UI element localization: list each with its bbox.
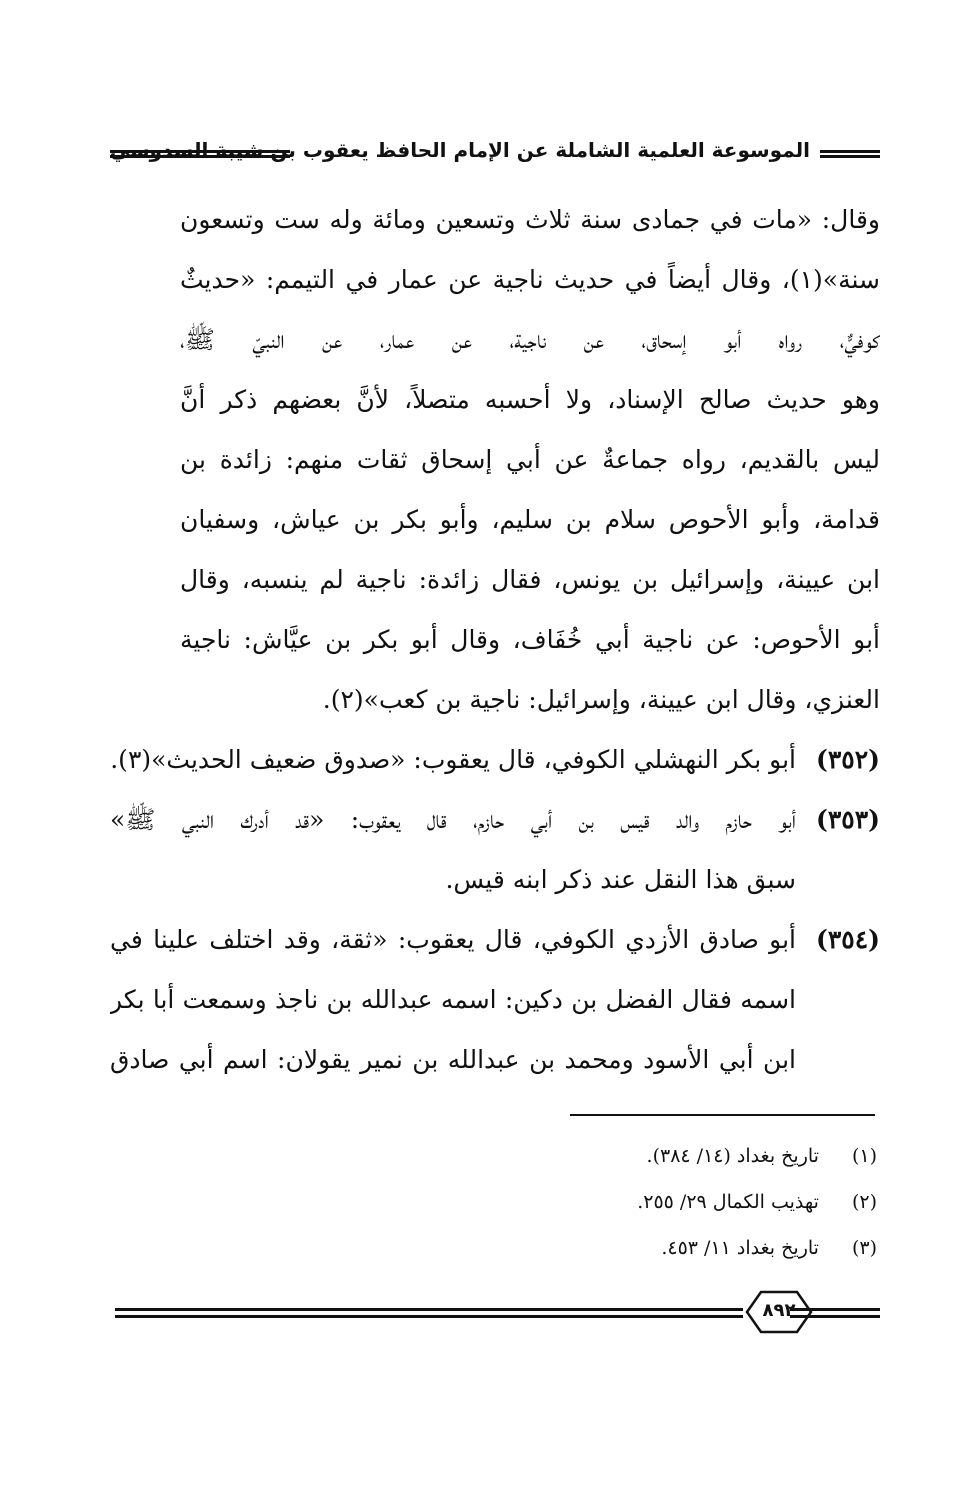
- body-line: قدامة، وأبو الأحوص سلام بن سليم، وأبو بكر بن عياش، وسفيان: [180, 505, 880, 534]
- footnote-number: (٣): [851, 1237, 877, 1259]
- entry-line: ابن أبي الأسود ومحمد بن عبدالله بن نمير يقولان: اسم أبي صادق: [110, 1045, 796, 1074]
- entry-line: أبو بكر النهشلي الكوفي، قال يعقوب: «صدوق ضعيف الحديث»(٣).: [110, 745, 796, 774]
- entry-line: أبو صادق الأزدي الكوفي، قال يعقوب: «ثقة، وقد اختلف علينا في: [110, 925, 796, 954]
- entry-number: (٣٥٣): [816, 805, 880, 834]
- entry-line: أبو حازم والد قيس بن أبي حازم، قال يعقوب: «قد أدرك النبي ﷺ»: [110, 805, 796, 834]
- body-line: كوفيٌّ، رواه أبو إسحاق، عن ناجية، عن عمار، عن النبيّ ﷺ،: [180, 325, 880, 354]
- footnote-separator: [570, 1114, 875, 1116]
- footnote: [661, 1232, 877, 1264]
- header-title: الموسوعة العلمية الشاملة عن الإمام الحافظ يعقوب بن شيبة السدوسي: [109, 138, 810, 162]
- footnote: [647, 1140, 877, 1172]
- entry-line: اسمه فقال الفضل بن دكين: اسمه عبدالله بن ناجذ وسمعت أبا بكر: [110, 985, 796, 1014]
- page-footer: [115, 1290, 880, 1340]
- footnote-text: تاريخ بغداد (١٤/ ٣٨٤).: [646, 1145, 819, 1167]
- running-header: [110, 136, 880, 172]
- page-number: ٨٩٢: [762, 1300, 796, 1321]
- body-line: ليس بالقديم، رواه جماعةٌ عن أبي إسحاق ثقات منهم: زائدة بن: [180, 445, 880, 474]
- footnote-text: تهذيب الكمال ٢٩/ ٢٥٥.: [637, 1191, 819, 1213]
- footnote-number: (١): [851, 1145, 877, 1167]
- body-line: ابن عيينة، وإسرائيل بن يونس، فقال زائدة: ناجية لم ينسبه، وقال: [180, 565, 880, 594]
- entry-number: (٣٥٢): [816, 745, 880, 774]
- body-line: العنزي، وقال ابن عيينة، وإسرائيل: ناجية بن كعب»(٢).: [322, 685, 880, 714]
- footnote: [637, 1186, 877, 1218]
- body-line: سنة»(١)، وقال أيضاً في حديث ناجية عن عمار في التيمم: «حديثٌ: [180, 265, 880, 294]
- body-line: وهو حديث صالح الإسناد، ولا أحسبه متصلاً، لأنَّ بعضهم ذكر أنَّ: [180, 385, 880, 414]
- footer-rule-left: [115, 1308, 743, 1318]
- header-rule-right: [820, 150, 880, 158]
- body-line: أبو الأحوص: عن ناجية أبي خُفَاف، وقال أبو بكر بن عيَّاش: ناجية: [180, 625, 880, 654]
- footnote-number: (٢): [851, 1191, 877, 1213]
- body-line: وقال: «مات في جمادى سنة ثلاث وتسعين ومائة وله ست وتسعون: [180, 205, 880, 234]
- footer-rule-right: [790, 1308, 880, 1318]
- entry-line: سبق هذا النقل عند ذكر ابنه قيس.: [445, 865, 796, 894]
- footnote-text: تاريخ بغداد ١١/ ٤٥٣.: [661, 1237, 819, 1259]
- entry-number: (٣٥٤): [816, 925, 880, 954]
